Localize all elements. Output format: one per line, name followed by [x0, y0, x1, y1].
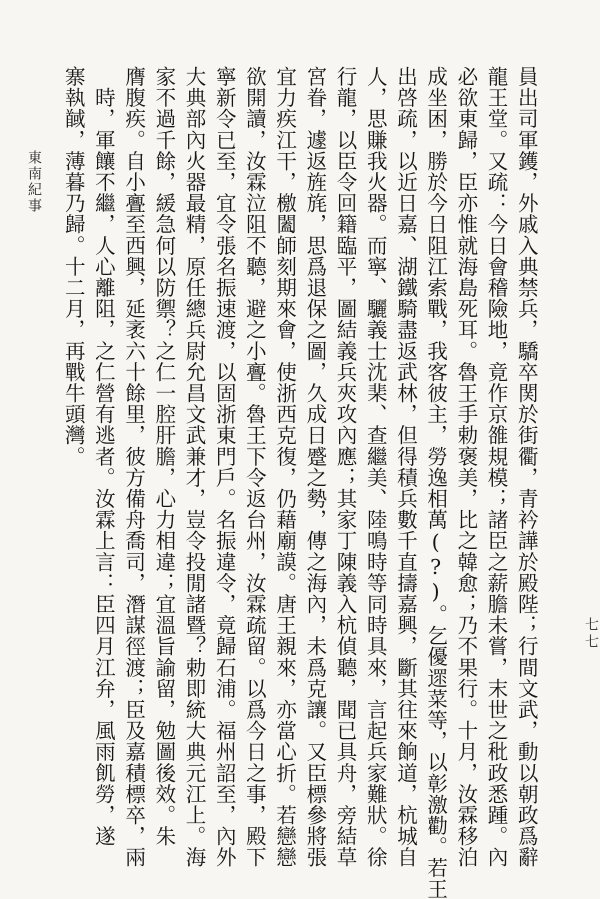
text-column: 時，軍饟不繼，人心離阻，之仁營有逃者。汝霖上言：臣四月江弁，風雨飢勞，遂: [91, 66, 116, 847]
body-text: [58, 66, 541, 899]
text-column: 大典部內火器最精，原任總兵尉允昌文武兼才，豈令投閒諸暨？勅即統大典元江上。海: [182, 66, 207, 868]
text-column: 宜力疾江干，檄闔師刻期來會，使浙西克復，仍藉廟謨。唐王親來，亦當心折。若戀戀: [272, 66, 297, 868]
text-column: 宮眷，遽返旌旄，思爲退保之圖，久成日蹙之勢，傳之海內，未爲克讓。又臣標參將張: [302, 66, 327, 868]
text-column: 膺腹疾。自小亹至西興，延袤六十餘里，彼方備舟喬司，潛謀徑渡；臣及嘉積標卒，兩: [121, 66, 146, 868]
text-column: 人，思賺我火器。而寧、驪義士沈棐、查繼美、陸鳴時等同時具來，言起兵家難狀。徐: [363, 66, 388, 868]
running-head: 東南紀事: [26, 150, 42, 214]
text-column: 員出司軍鑊，外戚入典禁兵，驕卒関於街衢，青衿譁於殿陛；行間文武，動以朝政爲辭: [514, 66, 539, 868]
text-column: 成坐困，勝於今日阻江索戰，我客彼主，勞逸相萬(?)。乞優遝菜等，以彰激勸。若王: [423, 66, 448, 899]
text-column: 寨執馘，薄暮乃歸。十二月，再戰牛頭灣。: [61, 66, 86, 467]
text-column: 欲開讀，汝霖泣阻不聽，避之小亹。魯王下令返台州，汝霖疏留。以爲今日之事，殿下: [242, 66, 267, 868]
text-column: 家不過千餘，緩急何以防禦？之仁一腔肝膽，心力相違；宜溫旨諭留，勉圖後效。朱: [151, 66, 176, 847]
text-column: 出啓疏，以近日嘉、湖鐵騎盡返武林，但得積兵數千直擣嘉興，斷其往來餉道，杭城自: [393, 66, 418, 868]
text-column: 龍王堂。又疏：今日會稽險地，竟作京雒規模；諸臣之薪膽未嘗，末世之秕政悉踵。內: [484, 66, 509, 868]
text-column: 寧新令已至，宜令張名振速渡，以固浙東門戶。名振違令，竟歸石浦。福州詔至，內外: [212, 66, 237, 868]
text-column: 必欲東歸，臣亦惟就海島死耳。魯王手勅褒美，比之韓愈；乃不果行。十月，汝霖移泊: [453, 66, 478, 868]
text-column: 行龍，以臣令回籍臨平，圖結義兵夾攻內應；其家丁陳義入杭偵聽，聞已具舟，旁結草: [333, 66, 358, 868]
page-number: 七七: [583, 617, 599, 651]
